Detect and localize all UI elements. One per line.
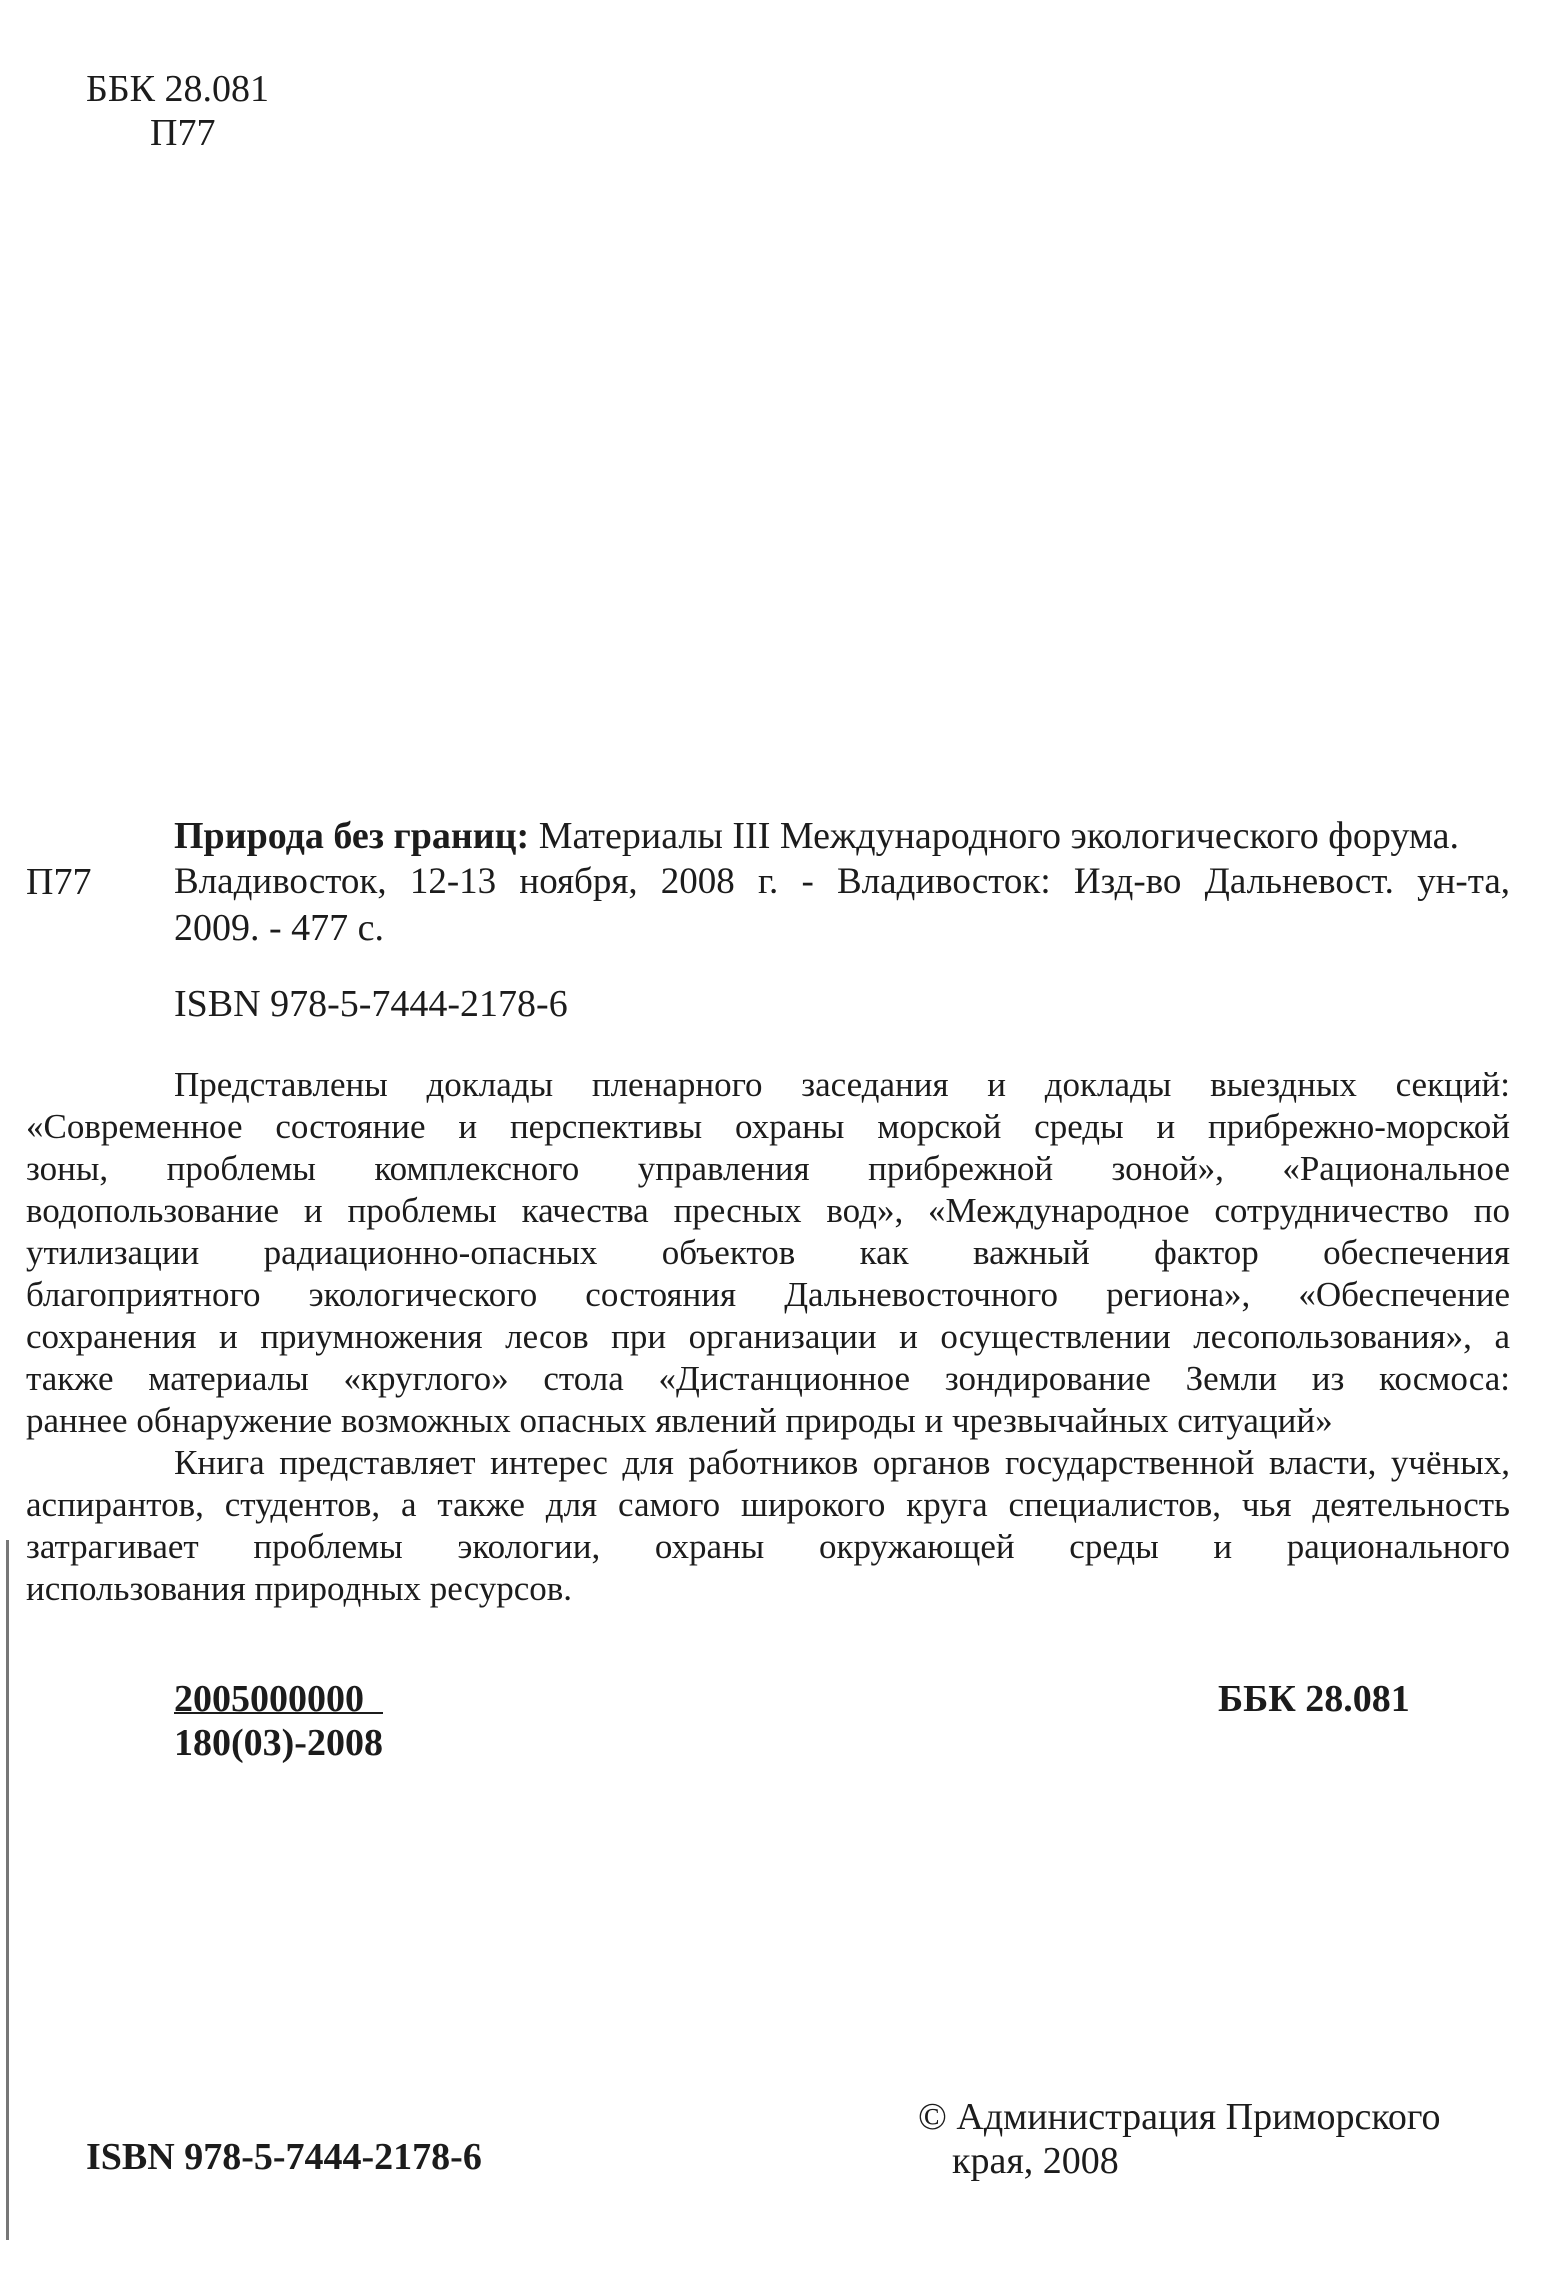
- catalog-imprint-line: Владивосток, 12-13 ноября, 2008 г. - Владивосток: Изд-во Дальневост. ун-та,: [174, 861, 1510, 902]
- catalog-isbn: ISBN 978-5-7444-2178-6: [174, 983, 568, 1025]
- scan-edge-line: [6, 1540, 9, 2240]
- footer-isbn: ISBN 978-5-7444-2178-6: [86, 2136, 482, 2178]
- abstract-line: «Современное состояние и перспективы охраны морской среды и прибрежно-морской: [26, 1107, 1510, 1146]
- copyright-line-1: © Администрация Приморского: [918, 2096, 1441, 2138]
- abstract-line: сохранения и приумножения лесов при организации и осуществлении лесопользования», а: [26, 1317, 1510, 1356]
- abstract-line: благоприятного экологического состояния Дальневосточного региона», «Обеспечение: [26, 1275, 1510, 1314]
- catalog-side-code: П77: [26, 861, 92, 903]
- abstract-line: раннее обнаружение возможных опасных явлений природы и чрезвычайных ситуаций»: [26, 1401, 1333, 1440]
- bbk-header: ББК 28.081: [86, 68, 269, 110]
- book-subtitle: Материалы III Международного экологического форума.: [529, 815, 1459, 857]
- abstract-line: водопользование и проблемы качества пресных вод», «Международное сотрудничество по: [26, 1191, 1510, 1230]
- code-numerator: [174, 1678, 383, 1721]
- author-sign-header: П77: [150, 112, 216, 154]
- copyright-line-2: края, 2008: [952, 2140, 1119, 2182]
- code-denominator: 180(03)-2008: [174, 1722, 383, 1764]
- catalog-pages-line: 2009. - 477 с.: [174, 907, 385, 949]
- book-title: Природа без границ:: [174, 815, 530, 857]
- abstract-line: Книга представляет интерес для работников органов государственной власти, учёных,: [174, 1443, 1510, 1482]
- code-numerator-value: 2005000000: [174, 1678, 364, 1720]
- abstract-line: аспирантов, студентов, а также для самого широкого круга специалистов, чья деятельность: [26, 1485, 1510, 1524]
- abstract-line: утилизации радиационно-опасных объектов как важный фактор обеспечения: [26, 1233, 1510, 1272]
- abstract-line: также материалы «круглого» стола «Дистанционное зондирование Земли из космоса:: [26, 1359, 1510, 1398]
- abstract-line: зоны, проблемы комплексного управления прибрежной зоной», «Рациональное: [26, 1149, 1510, 1188]
- catalog-title-line: [174, 815, 1459, 858]
- abstract-line: Представлены доклады пленарного заседания и доклады выездных секций:: [174, 1065, 1510, 1104]
- bbk-code: ББК 28.081: [1218, 1678, 1410, 1720]
- abstract-line: затрагивает проблемы экологии, охраны окружающей среды и рационального: [26, 1527, 1510, 1566]
- abstract-line: использования природных ресурсов.: [26, 1569, 573, 1608]
